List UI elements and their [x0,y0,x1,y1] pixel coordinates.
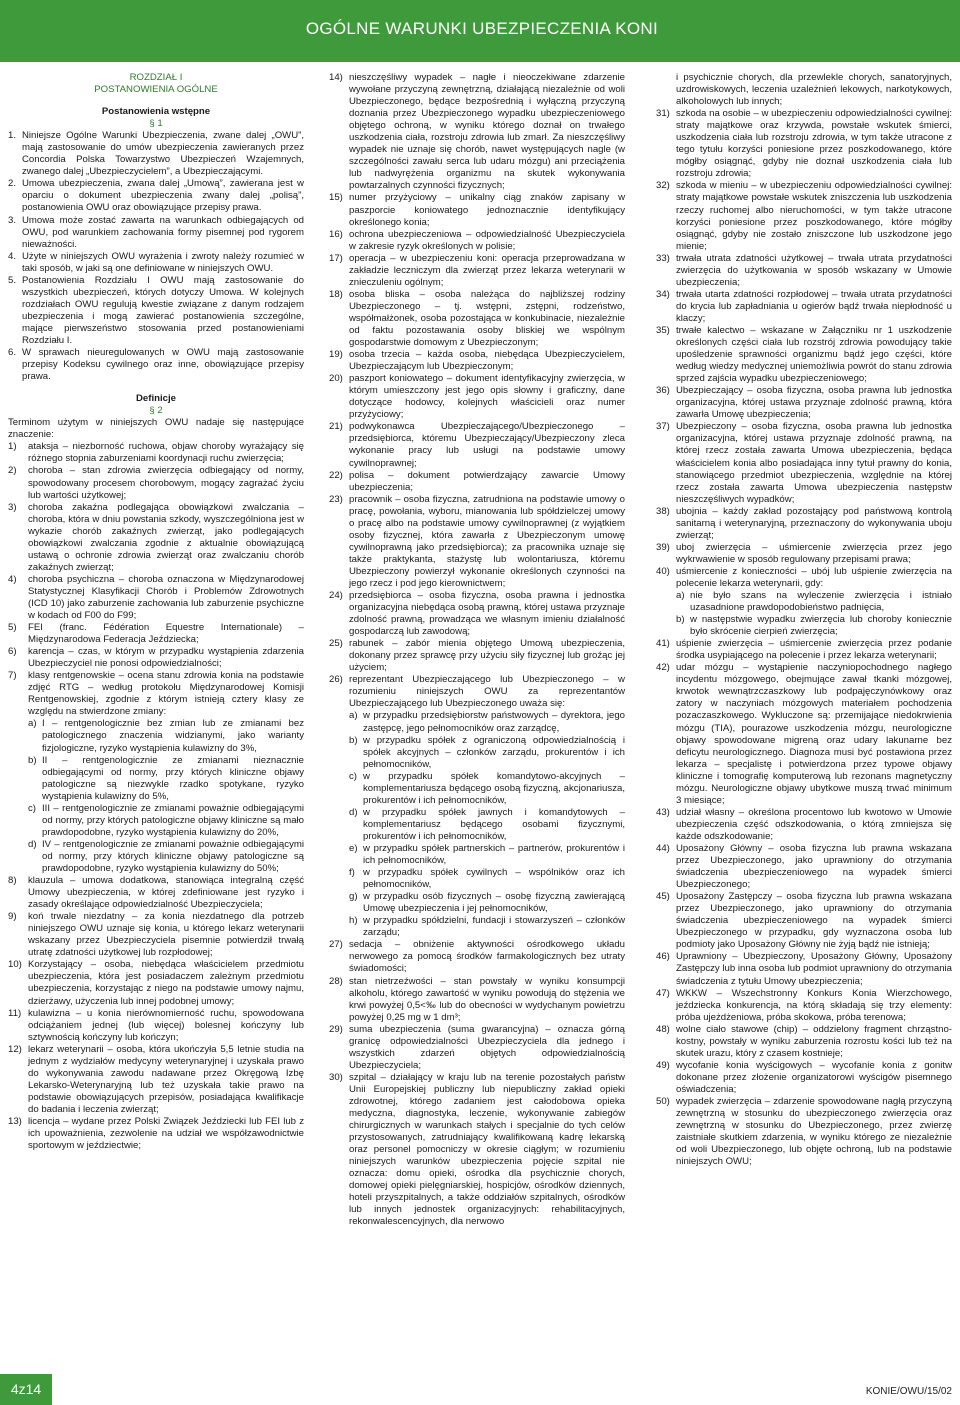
section-heading: Postanowienia wstępne [101,106,211,118]
definition-subitem: b) II – rentgenologicznie ze zmianami nieznacznie odbiegającymi od normy, przy których kliniczne objawy patologiczne są niezwykle rzadko spotykane, ryzyko wystąpienia kulawizny do 5%, [28,754,304,802]
definition-item: 14) nieszczęśliwy wypadek – nagłe i nieoczekiwane zdarzenie wywołane przyczyną zewnętrzną, działającą niezależnie od woli Ubezpieczonego, będące bezpośrednią i wyłączną przyczyną doznania przez Ubezpieczonego wypadku ubezpieczeniowego objętego ochroną, w wyniku którego doznał on trwałego uszkodzenia ciała, rozstroju zdrowia lub zmarł. Za nieszczęśliwy wypadek nie uznaje się chorób, nawet występujących nagle (w szczególności zawału serca lub udaru mózgu) ani przeciążenia lub nadwyrężenia organizmu na skutek wykonywania powtarzalnych czynności fizycznych; [329,72,625,192]
definition-subitem: a) w przypadku przedsiębiorstw państwowych – dyrektora, jego zastępcę, jego pełnomocników oraz zarządcę, [349,710,625,734]
column-middle [329,72,625,1372]
provision: 4. Użyte w niniejszych OWU wyrażenia i zwroty należy rozumieć w taki sposób, w jaki są one definiowane w niniejszych OWU. [8,250,304,274]
chapter-number: ROZDZIAŁ I [129,72,183,83]
definition-item: 23) pracownik – osoba fizyczna, zatrudniona na podstawie umowy o pracę, powołania, wyboru, mianowania lub spółdzielczej umowy o pracę albo na podstawie umowy cywilnoprawnej (z wyjątkiem osoby fizycznej, która zawarła z Ubezpieczonym umowę cywilnoprawną jako przedsiębiorca); za pracownika uznaje się także praktykanta, stażystę lub wolontariusza, któremu Ubezpieczony powierzył wykonanie określonych czynności na jego rzecz i pod jego kierownictwem; [329,493,625,589]
definition-item: 20) paszport koniowatego – dokument identyfikacyjny zwierzęcia, w którym umieszczony jest jego opis słowny i graficzny, dane dotyczące hodowcy, kolejnych właścicieli oraz numer przyżyciowy; [329,373,625,421]
document-title: OGÓLNE WARUNKI UBEZPIECZENIA KONI [305,19,658,38]
definition-subitem: b) w przypadku spółek z ograniczoną odpowiedzialnością i spółek akcyjnych – członków zarządu, prokurentów i ich pełnomocników, [349,734,625,770]
section-heading: Definicje [136,393,176,405]
definition-item: 32) szkoda w mieniu – w ubezpieczeniu odpowiedzialności cywilnej: straty majątkowe powstałe wskutek zniszczenia lub uszkodzenia rzeczy ruchomej albo nieruchomości, w tym także utracone korzyści poniesione przez poszkodowanego, które mógłby osiągnąć, gdyby nie zostało zniszczone lub uszkodzone jego mienie; [656,180,952,252]
definitions-intro: Terminom użytym w niniejszych OWU nadaje się następujące znaczenie: [8,417,304,441]
definition-subitem: c) w przypadku spółek komandytowo-akcyjnych – komplementariusza będącego osobą fizyczną, akcjonariusza, prokurentów i ich pełnomocników, [349,770,625,806]
definition-item: 46) Uprawniony – Ubezpieczony, Uposażony Główny, Uposażony Zastępczy lub inna osoba lub podmiot uprawniony do otrzymania świadczenia z tytułu Umowy ubezpieczenia; [656,951,952,987]
definition-subitem: e) w przypadku spółek partnerskich – partnerów, prokurentów i ich pełnomocników, [349,843,625,867]
definition-item: 10) Korzystający – osoba, niebędąca właścicielem przedmiotu ubezpieczenia, która jest posiadaczem zależnym przedmiotu ubezpieczenia, korzystając z niego na podstawie umowy najmu, dzierżawy, użyczenia lub innej podobnej umowy; [8,959,304,1007]
provision: 5. Postanowienia Rozdziału I OWU mają zastosowanie do wszystkich ubezpieczeń, których dotyczy Umowa. W kolejnych rozdziałach OWU regulują kwestie związane z danym rodzajem ubezpieczenia i mogą zawierać postanowienia szczególne, mające pierwszeństwo stosowania przed postanowieniami Rozdziału I. [8,274,304,346]
definition-item: 24) przedsiębiorca – osoba fizyczna, osoba prawna i jednostka organizacyjna niebędąca osobą prawną, której ustawa przyznaje zdolność prawną, prowadząca we własnym imieniu działalność gospodarczą lub zawodową; [329,590,625,638]
definition-item: 16) ochrona ubezpieczeniowa – odpowiedzialność Ubezpieczyciela w zakresie ryzyk określonych w polisie; [329,228,625,252]
definition-item: 42) udar mózgu – wystąpienie naczyniopochodnego nagłego incydentu mózgowego, obejmujące zawał tkanki mózgowej, krwotok wewnątrzczaszkowy lub podpajęczynówkowy oraz zatory w naczyniach mózgowych materiałem pochodzenia pozaczaszkowego. Wykluczone są: przemijające niedokrwienia mózgu (TIA), pourazowe uszkodzenia mózgu, neurologiczne objawy spowodowane migreną oraz udary lakunarne bez deficytu neurologicznego. Diagnoza musi być postawiona przez lekarza – specjalistę i potwierdzona przez typowe objawy kliniczne i tomografię komputerową lub rezonans magnetyczny mózgu. Neurologiczne objawy ubytkowe muszą trwać minimum 3 miesiące; [656,662,952,806]
definition-item: 12) lekarz weterynarii – osoba, która ukończyła 5,5 letnie studia na jednym z wydziałów medycyny weterynaryjnej i uzyskała prawo do wykonywania zawodu nadawane przez Okręgową Izbę Lekarsko-Weterynaryjną lub też uzyskała takie prawo na podstawie obowiązujących przepisów, posiadająca kwalifikacje do badania i leczenia zwierząt; [8,1043,304,1115]
definition-item: 4) choroba psychiczna – choroba oznaczona w Międzynarodowej Statystycznej Klasyfikacji Chorób i Problemów Zdrowotnych (ICD 10) jako zaburzenie zachowania lub zaburzenie psychiczne w kodach od F00 do F99; [8,573,304,622]
definition-subitem: g) w przypadku osób fizycznych – osobę fizyczną zawierającą Umowę ubezpieczenia i jej pełnomocników, [349,891,625,915]
definition-item: 50) wypadek zwierzęcia – zdarzenie spowodowane nagłą przyczyną zewnętrzną w stosunku do ubezpieczonego zwierzęcia oraz zewnętrzną w stosunku do Ubezpieczonego, przez zwierzę zaistniałe skutkiem zdarzenia, w wyniku którego ze niezależnie od woli Ubezpieczonego, lub objęte ochroną, lub na podstawie niniejszych OWU; [656,1095,952,1168]
definition-item: 15) numer przyżyciowy – unikalny ciąg znaków zapisany w paszporcie koniowatego jednoznacznie identyfikujący określonego konia; [329,192,625,228]
definition-subitem: c) III – rentgenologicznie ze zmianami poważnie odbiegającymi od normy, przy których patologiczne objawy kliniczne są mało prawdopodobne, ryzyko wystąpienia kulawizny do 20%, [28,802,304,838]
definition-item: 44) Uposażony Główny – osoba fizyczna lub prawna wskazana przez Ubezpieczonego, jako uprawniony do otrzymania świadczenia ubezpieczeniowego na wypadek śmierci Ubezpieczonego; [656,843,952,891]
definition-item: 17) operacja – w ubezpieczeniu koni: operacja przeprowadzana w zakładzie leczniczym dla zwierząt przez lekarza weterynarii w znieczuleniu ogólnym; [329,252,625,288]
definition-item: 40) uśmiercenie z konieczności – ubój lub uśpienie zwierzęcia na polecenie lekarza weterynarii, gdy: [656,565,952,589]
definition-subitem: b) w następstwie wypadku zwierzęcia lub choroby koniecznie było skrócenie cierpień zwierzęcia; [676,614,952,638]
definition-item: 28) stan nietrzeźwości – stan powstały w wyniku konsumpcji alkoholu, którego zawartość w wyniku powodują do stężenia we krwi powyżej 0,5<‰ lub do obecności w wydychanym powietrzu powyżej 0,25 mg w 1 dm³; [329,975,625,1023]
definition-item: 21) podwykonawca Ubezpieczającego/Ubezpieczonego – przedsiębiorca, któremu Ubezpieczający/Ubezpieczony zleca wykonanie pracy lub usługi na podstawie umowy cywilnoprawnej; [329,421,625,469]
definition-item: 1) ataksja – niezborność ruchowa, objaw choroby wyrażający się różnego stopnia zaburzeniami koordynacji ruchu zwierzęcia; [8,441,304,465]
definition-subitem: h) w przypadku spółdzielni, fundacji i stowarzyszeń – członków zarządu; [349,915,625,939]
definition-item: 29) suma ubezpieczenia (suma gwarancyjna) – oznacza górną granicę odpowiedzialności Ubezpieczyciela dla jednego i wszystkich zdarzeń objętych odpowiedzialnością Ubezpieczyciela; [329,1023,625,1071]
definition-item: 2) choroba – stan zdrowia zwierzęcia odbiegający od normy, spowodowany procesem chorobowym, mogący zagrażać życiu lub wartości użytkowej; [8,465,304,501]
definition-item: 38) ubojnia – każdy zakład pozostający pod państwową kontrolą sanitarną i weterynaryjną, przeznaczony do wykonywania uboju zwierząt; [656,505,952,541]
definition-item: 31) szkoda na osobie – w ubezpieczeniu odpowiedzialności cywilnej: straty majątkowe oraz krzywda, powstałe wskutek śmierci, uszkodzenia ciała lub rozstroju zdrowia, w tym także utracone z tego tytułu korzyści poniesione przez poszkodowanego, które mógłby osiągnąć, gdyby nie doznał uszkodzenia ciała lub rozstroju zdrowia; [656,108,952,180]
definition-subitem: d) IV – rentgenologicznie ze zmianami poważnie odbiegającymi od normy, przy których kliniczne objawy patologiczne są prawdopodobne, ryzyko wystąpienia kulawizny do 50%; [28,838,304,874]
definition-item: 8) klauzula – umowa dodatkowa, stanowiąca integralną część Umowy ubezpieczenia, w której zdefiniowane jest ryzyko i zasady określające odpowiedzialność Ubezpieczyciela; [8,875,304,911]
definition-item: 41) uśpienie zwierzęcia – uśmiercenie zwierzęcia przez podanie środka usypiającego na polecenie i przez lekarza weterynarii; [656,638,952,662]
definition-item: 19) osoba trzecia – każda osoba, niebędąca Ubezpieczycielem, Ubezpieczającym lub Ubezpieczonym; [329,349,625,373]
definition-item: 7) klasy rentgenowskie – ocena stanu zdrowia konia na podstawie zdjęć RTG – według protokołu Międzynarodowej Komisji Rentgenowskiej, zgodnie z którym istnieją cztery klasy ze względu na stwierdzone zmiany: [8,670,304,718]
page-header [0,0,960,62]
document-body [0,72,960,1372]
definition-item: 48) wolne ciało stawowe (chip) – oddzielony fragment chrząstno-kostny, powstały w wyniku zaburzenia rozrostu kości lub też na skutek urazu, który z czasem kostnieje; [656,1023,952,1059]
definition-subitem: a) nie było szans na wyleczenie zwierzęcia i istniało uzasadnione prawdopodobieństwo padnięcia, [676,590,952,614]
definition-item: 39) uboj zwierzęcia – uśmiercenie zwierzęcia przez jego wykrwawienie w sposób regulowany przepisami prawa; [656,541,952,565]
definition-item: 33) trwała utrata zdatności użytkowej – trwała utrata przydatności zwierzęcia do użytkowania w sposób wskazany w Umowie ubezpieczenia; [656,252,952,288]
definition-item: 36) Ubezpieczający – osoba fizyczna, osoba prawna lub jednostka organizacyjna, której ustawa przyznaje zdolność prawną, która zawarła Umowę ubezpieczenia; [656,385,952,421]
definition-item: 49) wycofanie konia wyścigowych – wycofanie konia z gonitw dokonane przez złożenie organizatorowi wyścigów pisemnego oświadczenia; [656,1059,952,1095]
definition-item: 37) Ubezpieczony – osoba fizyczna, osoba prawna lub jednostka organizacyjna, której ustawa przyznaje zdolność prawną, na której rzecz została zawarta Umowa ubezpieczenia, będąca właścicielem konia albo posiadająca inny tytuł prawny do konia, stanowiącego przedmiot ubezpieczenia, względnie na której rzecz została zawarta Umowa ubezpieczenia następstw nieszczęśliwych wypadków; [656,421,952,505]
definition-item: 43) udział własny – określona procentowo lub kwotowo w Umowie ubezpieczenia część odszkodowania, o którą zmniejsza się każde odszkodowanie; [656,806,952,842]
definition-item: 22) polisa – dokument potwierdzający zawarcie Umowy ubezpieczenia; [329,469,625,493]
chapter-title: POSTANOWIENIA OGÓLNE [94,84,218,96]
paragraph-sign: § 1 [149,118,163,130]
definition-subitem: d) w przypadku spółek jawnych i komandytowych – komplementariusz będącego osobami fizycznymi, prokurentów i ich pełnomocników, [349,806,625,842]
definition-item: 35) trwałe kalectwo – wskazane w Załączniku nr 1 uszkodzenie określonych części ciała lub rozstrój zdrowia powodujący takie upośledzenie sprawności organizmu bądź jego części, które według wiedzy medycznej uniemożliwia powrót do stanu zdrowia sprzed zajścia wypadku ubezpieczeniowego; [656,324,952,385]
provision: 2. Umowa ubezpieczenia, zwana dalej „Umową”, zawierana jest w oparciu o dokument ubezpieczenia zwany dalej „polisą”, postanowienia OWU oraz obowiązujące przepisy prawa. [8,178,304,214]
definition-item: 5) FEI (franc. Fédération Equestre Internationale) – Międzynarodowa Federacja Jeździecka; [8,622,304,646]
paragraph-sign: § 2 [149,405,163,417]
definition-item: 6) karencja – czas, w którym w przypadku wystąpienia zdarzenia Ubezpieczyciel nie ponosi odpowiedzialności; [8,646,304,670]
document-code: KONIE/OWU/15/02 [865,1386,952,1397]
definition-item: 45) Uposażony Zastępczy – osoba fizyczna lub prawna wskazana przez Ubezpieczonego, jako uprawniony do otrzymania świadczenia ubezpieczeniowego na wypadek śmierci Ubezpieczonego w przypadku, gdy wyznaczona osoba lub podmioty jako Uposażony Główny nie żyją bądź nie istnieją; [656,891,952,951]
definition-item: 3) choroba zakaźna podlegająca obowiązkowi zwalczania – choroba, która w dniu powstania szkody, wyszczególniona jest w wykazie chorób zakaźnych zwierząt, jako podlegających obowiązkowi zwalczania zgodnie z aktualnie obowiązującą ustawą o ochronie zdrowia zwierząt oraz zwalczaniu chorób zakaźnych zwierząt; [8,501,304,573]
definition-item: 18) osoba bliska – osoba należąca do najbliższej rodziny Ubezpieczonego – tj. wstępni, zstępni, rodzeństwo, współmałżonek, osoba pozostająca w konkubinacie, niezależnie od faktu pozostawania osoby bliskiej we wspólnym gospodarstwie domowym z Ubezpieczonym; [329,288,625,349]
provision: 1. Niniejsze Ogólne Warunki Ubezpieczenia, zwane dalej „OWU”, mają zastosowanie do umów ubezpieczenia zawieranych przez Concordia Polska Towarzystwo Ubezpieczeń Wzajemnych, zwanego dalej „Ubezpieczycielem”, a Ubezpieczającymi. [8,130,304,178]
definition-item: 27) sedacja – obniżenie aktywności ośrodkowego układu nerwowego za pomocą środków farmakologicznych bez utraty świadomości; [329,939,625,975]
definition-item: 47) WKKW – Wszechstronny Konkurs Konia Wierzchowego, jeździecka konkurencja, na którą składają się trzy elementy: próba ujeżdżeniowa, próba skokowa, próba terenowa; [656,987,952,1023]
column-left [8,72,304,1372]
definition-continuation: i psychicznie chorych, dla przewlekle chorych, sanatoryjnych, uzdrowiskowych, leczenia uzależnień lekowych, narkotykowych, alkoholowych lub innych; [676,72,952,108]
definition-item: 26) reprezentant Ubezpieczającego lub Ubezpieczonego – w rozumieniu niniejszych OWU za reprezentantów Ubezpieczającego lub Ubezpieczonego uważa się: [329,674,625,710]
definition-item: 13) licencja – wydane przez Polski Związek Jeździecki lub FEI lub z ich upoważnienia, zezwolenie na udział we współzawodnictwie sportowym w jeździectwie; [8,1115,304,1152]
definition-item: 30) szpital – działający w kraju lub na terenie pozostałych państw Unii Europejskiej publiczny lub niepubliczny zakład opieki zdrowotnej, którego zadaniem jest całodobowa opieka medyczna, diagnostyka, leczenie, wykonywanie zabiegów chirurgicznych w warunkach stałych i specjalnie do tych celów przystosowanych, zatrudniający kwalifikowaną kadrę lekarską oraz personel pomocniczy w okresie ciągłym; w rozumieniu niniejszych warunków ubezpieczenia pojęcie szpital nie oznacza: domu opieki, ośrodka dla psychicznie chorych, domowej opieki pielęgniarskiej, hospicjów, ośrodków dziennych, hoteli przyszpitalnych, a także oddziałów szpitalnych, ośrodków lub innych jednostek organizacyjnych: rehabilitacyjnych, rekonwalescencyjnych, dla nerwowo [329,1071,625,1228]
definition-item: 11) kulawizna – u konia nierównomierność ruchu, spowodowana odciążaniem jednej (lub więcej) bolesnej kończyny lub sztywnością kończyny lub kończyn; [8,1007,304,1043]
definition-subitem: f) w przypadku spółek cywilnych – wspólników oraz ich pełnomocników, [349,867,625,891]
provision: 3. Umowa może zostać zawarta na warunkach odbiegających od OWU, pod warunkiem zachowania formy pisemnej pod rygorem nieważności. [8,214,304,250]
definition-item: 34) trwała utarta zdatności rozpłodowej – trwała utrata przydatności do krycia lub zapładniania u ogierów bądź trwała niepłodność u klaczy; [656,288,952,324]
definition-item: 25) rabunek – zabór mienia objętego Umową ubezpieczenia, dokonany przez sprawcę przy użyciu siły fizycznej lub groźąc jej użyciem; [329,638,625,674]
page-number: 4z14 [0,1374,52,1405]
definition-item: 9) koń trwale niezdatny – za konia niezdatnego dla potrzeb niniejszego OWU uznaje się konia, u którego lekarz weterynarii wskazany przez Ubezpieczyciela pisemnie potwierdził trwałą utratę zdatności użytkowej lub rozpłodowej; [8,911,304,959]
provision: 6. W sprawach nieuregulowanych w OWU mają zastosowanie przepisy Kodeksu cywilnego oraz inne, obowiązujące przepisy prawa. [8,347,304,383]
definition-subitem: a) I – rentgenologicznie bez zmian lub ze zmianami bez patologicznego znaczenia widzianymi, jako warianty fizjologiczne, ryzyko wystąpienia kulawizny do 3%, [28,718,304,754]
column-right [656,72,952,1372]
